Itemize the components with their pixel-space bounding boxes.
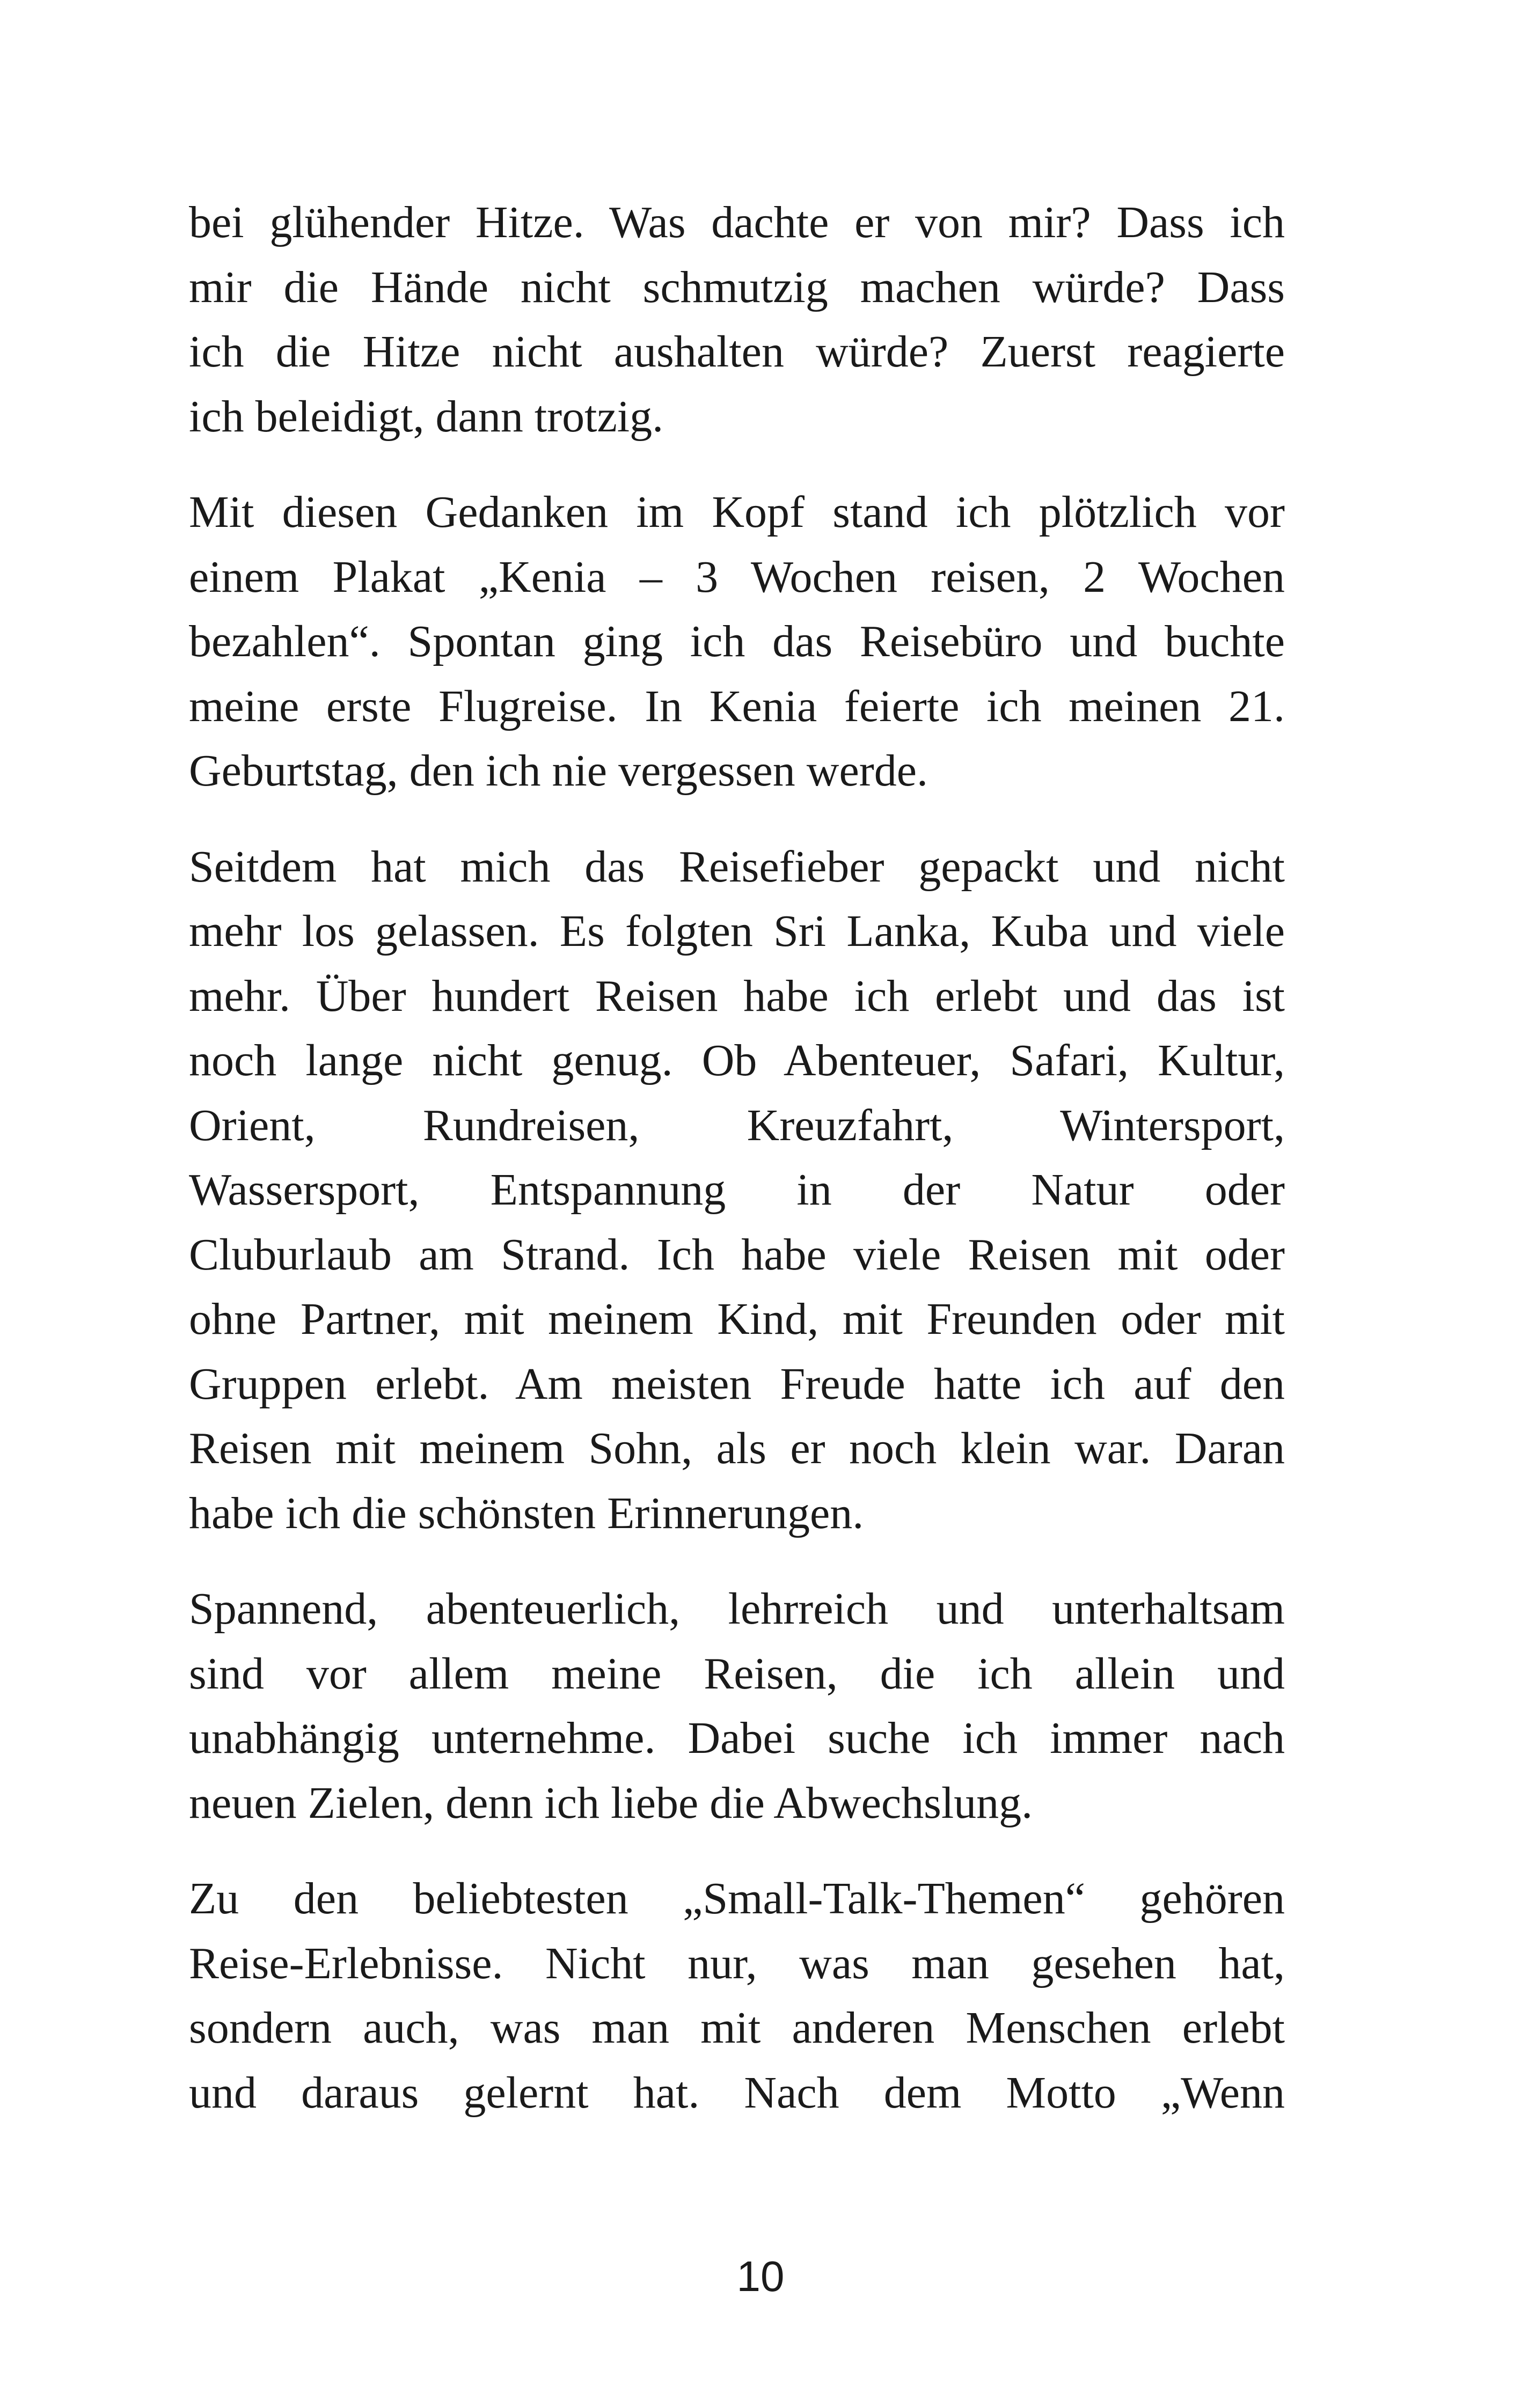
text-line: einem Plakat „Kenia – 3 Wochen reisen, 2 Wochen xyxy=(189,552,1285,602)
page-number: 10 xyxy=(736,2252,785,2300)
text-line: Zu den beliebtesten „Small-Talk-Themen“ gehören xyxy=(189,1874,1285,1924)
text-line: bei glühender Hitze. Was dachte er von mir? Dass ich xyxy=(189,197,1285,247)
paragraph-5 xyxy=(189,1867,1285,2125)
text-line: ich die Hitze nicht aushalten würde? Zuerst reagierte xyxy=(189,327,1285,377)
text-line: mehr. Über hundert Reisen habe ich erlebt und das ist xyxy=(189,971,1285,1021)
text-line: unabhängig unternehme. Dabei suche ich immer nach xyxy=(189,1713,1285,1763)
text-line: Gruppen erlebt. Am meisten Freude hatte ich auf den xyxy=(189,1359,1285,1409)
text-line: Cluburlaub am Strand. Ich habe viele Reisen mit oder xyxy=(189,1229,1285,1280)
body-text xyxy=(189,190,1285,2156)
text-line: mir die Hände nicht schmutzig machen würde? Dass xyxy=(189,262,1285,312)
text-line: Geburtstag, den ich nie vergessen werde. xyxy=(189,746,928,796)
text-line: Reise-Erlebnisse. Nicht nur, was man gesehen hat, xyxy=(189,1938,1285,1988)
text-line: Orient, Rundreisen, Kreuzfahrt, Wintersport, xyxy=(189,1100,1285,1150)
text-line: Seitdem hat mich das Reisefieber gepackt und nicht xyxy=(189,841,1285,892)
text-line: und daraus gelernt hat. Nach dem Motto „Wenn xyxy=(189,2067,1285,2118)
text-line: Mit diesen Gedanken im Kopf stand ich plötzlich vor xyxy=(189,487,1285,537)
text-line: neuen Zielen, denn ich liebe die Abwechslung. xyxy=(189,1778,1033,1828)
text-line: ich beleidigt, dann trotzig. xyxy=(189,391,664,442)
text-line: meine erste Flugreise. In Kenia feierte ich meinen 21. xyxy=(189,681,1285,731)
text-line: ohne Partner, mit meinem Kind, mit Freunden oder mit xyxy=(189,1294,1285,1344)
text-line: noch lange nicht genug. Ob Abenteuer, Safari, Kultur, xyxy=(189,1036,1285,1085)
text-line: mehr los gelassen. Es folgten Sri Lanka, Kuba und viele xyxy=(189,906,1285,956)
text-line: Wassersport, Entspannung in der Natur oder xyxy=(189,1165,1285,1215)
text-line: Reisen mit meinem Sohn, als er noch klein war. Daran xyxy=(189,1423,1285,1473)
text-line: habe ich die schönsten Erinnerungen. xyxy=(189,1488,864,1538)
text-line: Spannend, abenteuerlich, lehrreich und unterhaltsam xyxy=(189,1584,1285,1634)
text-line: bezahlen“. Spontan ging ich das Reisebüro und buchte xyxy=(189,616,1285,666)
paragraph-2 xyxy=(189,480,1285,804)
text-line: sind vor allem meine Reisen, die ich allein und xyxy=(189,1648,1285,1699)
paragraph-3 xyxy=(189,835,1285,1546)
text-line: sondern auch, was man mit anderen Menschen erlebt xyxy=(189,2003,1285,2053)
paragraph-1 xyxy=(189,190,1285,449)
paragraph-4 xyxy=(189,1577,1285,1836)
